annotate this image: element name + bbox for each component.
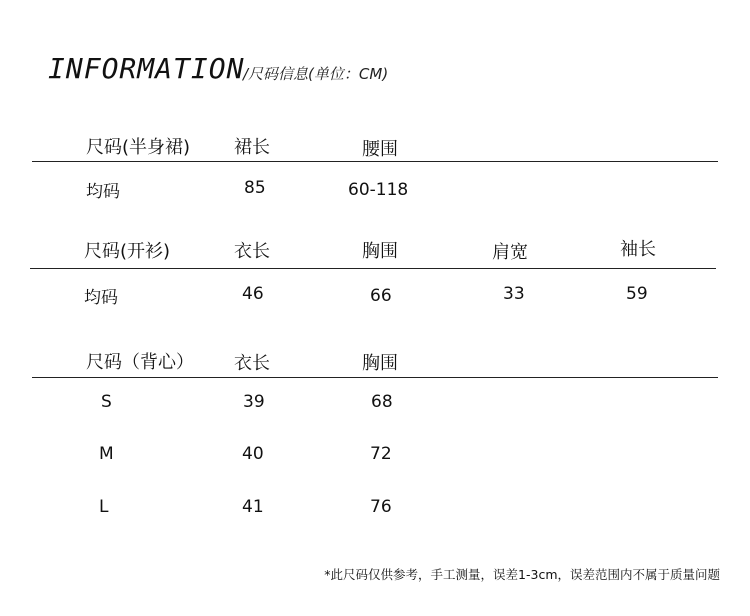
vest-cell-chest: 76 bbox=[370, 497, 392, 517]
skirt-cell-length: 85 bbox=[244, 178, 266, 198]
cardigan-header-length: 衣长 bbox=[234, 241, 270, 262]
vest-cell-size: L bbox=[99, 497, 109, 517]
vest-cell-chest: 68 bbox=[371, 392, 393, 412]
page-title: INFORMATION bbox=[48, 52, 245, 85]
vest-cell-chest: 72 bbox=[370, 444, 392, 464]
cardigan-header-chest: 胸围 bbox=[362, 241, 398, 262]
skirt-cell-waist: 60-118 bbox=[348, 180, 409, 200]
cardigan-header-divider bbox=[30, 268, 716, 269]
vest-header-size: 尺码（背心） bbox=[86, 352, 194, 373]
cardigan-cell-chest: 66 bbox=[370, 286, 392, 306]
skirt-header-divider bbox=[32, 161, 718, 162]
vest-header-length: 衣长 bbox=[234, 353, 270, 374]
vest-header-chest: 胸围 bbox=[362, 353, 398, 374]
skirt-header-waist: 腰围 bbox=[362, 139, 398, 160]
cardigan-cell-shoulder: 33 bbox=[503, 284, 525, 304]
cardigan-header-shoulder: 肩宽 bbox=[492, 242, 528, 263]
skirt-header-size: 尺码(半身裙) bbox=[86, 137, 191, 158]
skirt-cell-size: 均码 bbox=[86, 182, 120, 202]
vest-header-divider bbox=[32, 377, 718, 378]
cardigan-header-size: 尺码(开衫) bbox=[84, 241, 171, 262]
vest-cell-size: M bbox=[99, 444, 114, 464]
vest-cell-length: 41 bbox=[242, 497, 264, 517]
vest-cell-length: 40 bbox=[242, 444, 264, 464]
vest-cell-length: 39 bbox=[243, 392, 265, 412]
cardigan-cell-size: 均码 bbox=[84, 288, 118, 308]
cardigan-cell-sleeve: 59 bbox=[626, 284, 648, 304]
cardigan-cell-length: 46 bbox=[242, 284, 264, 304]
page-subtitle: /尺码信息(单位：CM) bbox=[243, 65, 389, 83]
cardigan-header-sleeve: 袖长 bbox=[620, 239, 656, 260]
measurement-note: *此尺码仅供参考，手工测量，误差1-3cm，误差范围内不属于质量问题 bbox=[324, 567, 720, 582]
skirt-header-length: 裙长 bbox=[234, 137, 270, 158]
vest-cell-size: S bbox=[101, 392, 112, 412]
